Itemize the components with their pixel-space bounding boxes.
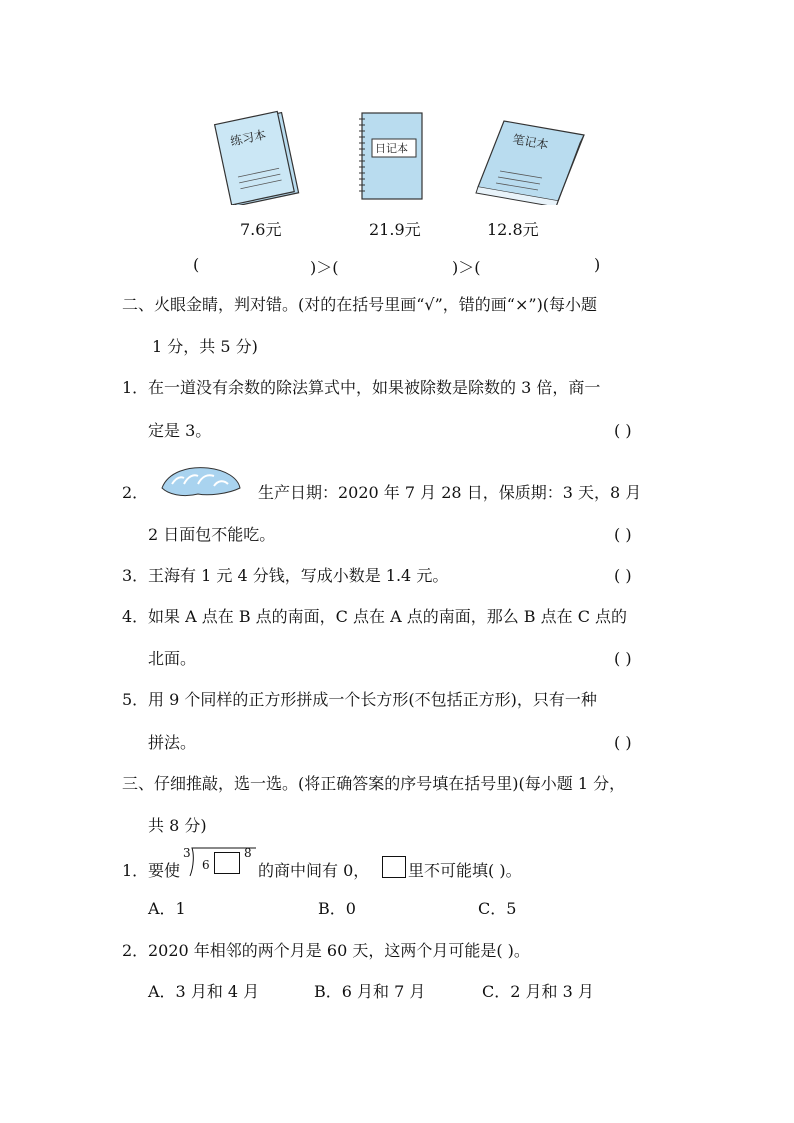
q2-1-answer[interactable]: ( ) xyxy=(614,421,632,440)
section2-title-cont: 1 分，共 5 分) xyxy=(152,337,258,356)
section3-title: 三、仔细推敲，选一选。(将正确答案的序号填在括号里)(每小题 1 分， xyxy=(122,774,626,793)
division-expression xyxy=(180,846,258,878)
q3-2-option-c[interactable]: C．2 月和 3 月 xyxy=(482,982,594,1001)
q2-4-text-cont: 北面。 xyxy=(148,649,197,668)
q2-3-num: 3． xyxy=(122,566,149,585)
q2-2-num: 2． xyxy=(122,483,149,502)
compare-greater-1: )＞( xyxy=(310,258,339,277)
price-diary-book: 21.9元 xyxy=(369,220,421,239)
blank-box-inline xyxy=(382,856,406,878)
q3-1-num: 1． xyxy=(122,861,149,880)
q3-1-option-a[interactable]: A．1 xyxy=(148,899,186,918)
price-notebook: 12.8元 xyxy=(487,220,539,239)
q2-5-answer[interactable]: ( ) xyxy=(614,733,632,752)
book-label: 练习本 xyxy=(229,127,268,149)
compare-close-paren: ) xyxy=(594,255,601,274)
compare-greater-2: )＞( xyxy=(452,258,481,277)
notebook-illustrations xyxy=(210,105,600,205)
notebook-image xyxy=(476,121,584,205)
q2-1-text-cont: 定是 3。 xyxy=(148,421,212,440)
q2-4-text: 如果 A 点在 B 点的南面，C 点在 A 点的南面，那么 B 点在 C 点的 xyxy=(148,607,628,626)
q2-3-text: 王海有 1 元 4 分钱，写成小数是 1.4 元。 xyxy=(148,566,449,585)
q3-2-option-a[interactable]: A．3 月和 4 月 xyxy=(148,982,260,1001)
q3-1-option-b[interactable]: B．0 xyxy=(318,899,356,918)
book-label: 笔记本 xyxy=(511,132,550,153)
diary-book-image xyxy=(359,113,422,199)
q2-3-answer[interactable]: ( ) xyxy=(614,566,632,585)
q2-1-text: 在一道没有余数的除法算式中，如果被除数是除数的 3 倍，商一 xyxy=(148,378,601,397)
q3-2-option-b[interactable]: B．6 月和 7 月 xyxy=(314,982,426,1001)
bread-image xyxy=(158,464,244,500)
q3-1-option-c[interactable]: C．5 xyxy=(478,899,517,918)
q2-4-num: 4． xyxy=(122,607,149,626)
q2-2-text-cont: 2 日面包不能吃。 xyxy=(148,525,276,544)
q3-2-num: 2． xyxy=(122,941,149,960)
divisor: 3 xyxy=(183,846,191,860)
q2-4-answer[interactable]: ( ) xyxy=(614,649,632,668)
dividend-digit-3: 8 xyxy=(244,846,252,860)
price-practice-book: 7.6元 xyxy=(240,220,282,239)
book-label: 日记本 xyxy=(375,142,408,155)
q2-2-text: 生产日期：2020 年 7 月 28 日，保质期：3 天，8 月 xyxy=(258,483,642,502)
q2-1-num: 1． xyxy=(122,378,149,397)
q2-2-answer[interactable]: ( ) xyxy=(614,525,632,544)
q2-5-text-cont: 拼法。 xyxy=(148,733,197,752)
q2-5-text: 用 9 个同样的正方形拼成一个长方形(不包括正方形)，只有一种 xyxy=(148,690,597,709)
q3-1-text-mid: 的商中间有 0， xyxy=(258,861,370,880)
dividend-digit-1: 6 xyxy=(202,858,210,872)
section3-title-cont: 共 8 分) xyxy=(148,816,207,835)
q3-2-text: 2020 年相邻的两个月是 60 天，这两个月可能是( )。 xyxy=(148,941,530,960)
q3-1-text-end: 里不可能填( )。 xyxy=(408,861,522,880)
blank-box[interactable] xyxy=(214,852,240,874)
q3-1-prefix: 要使 xyxy=(148,861,181,880)
q2-5-num: 5． xyxy=(122,690,149,709)
compare-open-paren: ( xyxy=(193,255,200,274)
practice-book-image xyxy=(215,111,299,205)
section2-title: 二、火眼金睛，判对错。(对的在括号里画“√”，错的画“×”)(每小题 xyxy=(122,295,598,314)
